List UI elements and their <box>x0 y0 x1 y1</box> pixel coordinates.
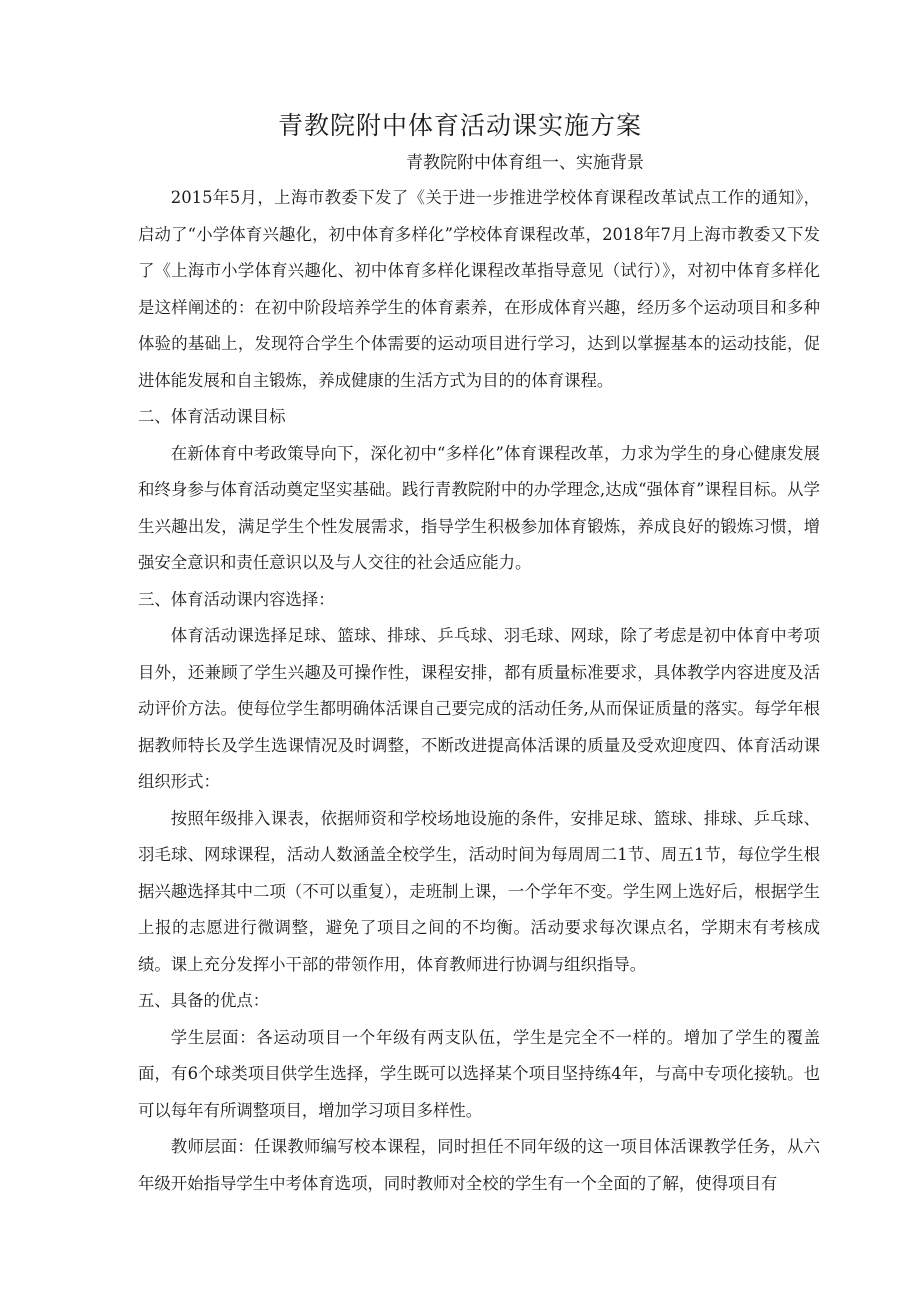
document-title: 青教院附中体育活动课实施方案 <box>277 111 642 140</box>
document-body <box>138 180 820 1202</box>
paragraph-student-level: 学生层面：各运动项目一个年级有两支队伍，学生是完全不一样的。增加了学生的覆盖面，有6个球类项目供学生选择，学生既可以选择某个项目坚持练4年，与高中专项化接轨。也可以每年有所调整项目，增加学习项目多样性。 <box>138 1027 820 1120</box>
paragraph-organization: 按照年级排入课表，依据师资和学校场地设施的条件，安排足球、篮球、排球、乒乓球、羽毛球、网球课程，活动人数涵盖全校学生，活动时间为每周周二1节、周五1节，每位学生根据兴趣选择其中二项（不可以重复），走班制上课，一个学年不变。学生网上选好后，根据学生上报的志愿进行微调整，避免了项目之间的不均衡。活动要求每次课点名，学期末有考核成绩。课上充分发挥小干部的带领作用，体育教师进行协调与组织指导。 <box>138 808 820 974</box>
paragraph-content: 体育活动课选择足球、篮球、排球、乒乓球、羽毛球、网球，除了考虑是初中体育中考项目外，还兼顾了学生兴趣及可操作性，课程安排，都有质量标准要求，具体教学内容进度及活动评价方法。使每位学生都明确体活课自己要完成的活动任务,从而保证质量的落实。每学年根据教师特长及学生选课情况及时调整，不断改进提高体活课的质量及受欢迎度四、体育活动课组织形式： <box>138 626 820 791</box>
paragraph-teacher-level: 教师层面：任课教师编写校本课程，同时担任不同年级的这一项目体活课教学任务，从六年级开始指导学生中考体育选项，同时教师对全校的学生有一个全面的了解，使得项目有 <box>138 1137 820 1193</box>
paragraph-background: 2015年5月，上海市教委下发了《关于进一步推进学校体育课程改革试点工作的通知》，启动了“小学体育兴趣化，初中体育多样化”学校体育课程改革，2018年7月上海市教委又下发了《上海市小学体育兴趣化、初中体育多样化课程改革指导意见（试行）》，对初中体育多样化是这样阐述的：在初中阶段培养学生的体育素养，在形成体育兴趣，经历多个运动项目和多种体验的基础上，发现符合学生个体需要的运动项目进行学习，达到以掌握基本的运动技能，促进体能发展和自主锻炼，养成健康的生活方式为目的的体育课程。 <box>138 188 820 390</box>
section-heading-content: 三、体育活动课内容选择： <box>138 589 335 609</box>
paragraph-goals: 在新体育中考政策导向下，深化初中“多样化”体育课程改革，力求为学生的身心健康发展和终身参与体育活动奠定坚实基础。践行青教院附中的办学理念,达成“强体育”课程目标。从学生兴趣出发，满足学生个性发展需求，指导学生积极参加体育锻炼，养成良好的锻炼习惯，增强安全意识和责任意识以及与人交往的社会适应能力。 <box>138 443 820 572</box>
document-subtitle: 青教院附中体育组一、实施背景 <box>406 153 644 173</box>
section-heading-advantages: 五、具备的优点： <box>138 991 270 1010</box>
section-heading-goals: 二、体育活动课目标 <box>138 407 286 426</box>
